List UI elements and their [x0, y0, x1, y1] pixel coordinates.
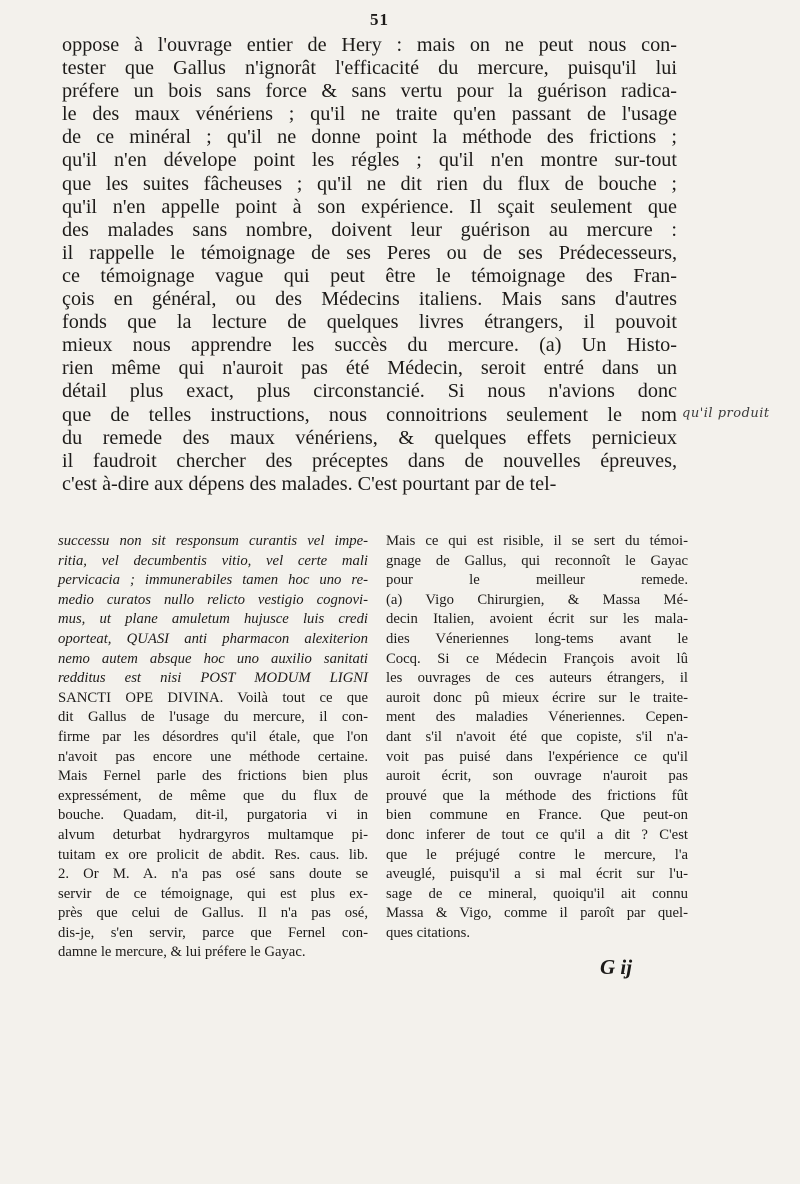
text-line: Mais Fernel parle des frictions bien plus [58, 768, 368, 785]
text-line: ment des maladies Véneriennes. Cepen- [386, 709, 688, 726]
text-line: rien même qui n'auroit pas été Médecin, seroit entré dans un [62, 357, 677, 380]
text-line: ce témoignage vague qui peut être le témoignage des Fran- [62, 264, 677, 287]
text-line: servir de ce témoignage, qui est plus ex- [58, 885, 368, 902]
text-line: il faudroit chercher des préceptes dans de nouvelles épreuves, [62, 449, 677, 472]
text-line: SANCTI OPE DIVINA. Voilà tout ce que [58, 689, 368, 706]
text-line: qu'il n'en dévelope point les régles ; qu'il n'en montre sur-tout [62, 149, 677, 172]
footnote-column-right [386, 532, 688, 943]
text-line: mus, ut plane amuletum hujusce luis credi [58, 611, 368, 628]
text-line: sage de ce mineral, quoiqu'il ait connu [386, 885, 688, 902]
text-line: dies Véneriennes long-tems avant le [386, 630, 688, 647]
text-line: damne le mercure, & lui préfere le Gayac. [58, 944, 306, 961]
text-line: détail plus exact, plus circonstancié. Si nous n'avions donc [62, 380, 677, 403]
text-line: dit Gallus de l'usage du mercure, il con- [58, 709, 368, 726]
text-line: auroit écrit, son ouvrage n'auroit pas [386, 768, 688, 785]
text-line: fonds que la lecture de quelques livres étrangers, il pouvoit [62, 311, 677, 334]
text-line: mieux nous apprendre les succès du mercure. (a) Un Histo- [62, 334, 677, 357]
text-line: prouvé que la méthode des frictions fût [386, 787, 688, 804]
text-line: (a) Vigo Chirurgien, & Massa Mé- [386, 591, 688, 608]
text-line: les ouvrages de ces auteurs étrangers, il [386, 670, 688, 687]
text-line: aveuglé, puisqu'il a si mal écrit sur l'u- [386, 866, 688, 883]
text-line: decin Italien, avoient écrit sur les mala- [386, 611, 688, 628]
text-line: du remede des maux vénériens, & quelques effets pernicieux [62, 426, 677, 449]
text-line: redditus est nisi POST MODUM LIGNI [58, 670, 368, 687]
text-line: de ce minéral ; qu'il ne donne point la méthode des frictions ; [62, 126, 677, 149]
footnotes [0, 532, 800, 972]
text-line: 2. Or M. A. n'a pas osé sans doute se [58, 866, 368, 883]
text-line: Mais ce qui est risible, il se sert du témoi- [386, 533, 688, 549]
text-line: çois en général, ou des Médecins italiens. Mais sans d'autres [62, 288, 677, 311]
signature-mark: G ij [600, 955, 633, 979]
text-line: dis-je, s'en servir, parce que Fernel con- [58, 924, 368, 941]
text-line: tuitam ex ore prolicit de abdit. Res. caus. lib. [58, 846, 368, 863]
footnote-column-left [58, 532, 368, 963]
text-line: c'est à-dire aux dépens des malades. C'est pourtant par de tel- [62, 472, 557, 495]
text-line: voit pas puisé dans l'expérience ce qu'il [386, 748, 688, 765]
text-line: oppose à l'ouvrage entier de Hery : mais on ne peut nous con- [62, 34, 677, 56]
handwritten-margin-note: qu'il produit [682, 406, 770, 421]
text-line: bien commune en France. Que peut-on [386, 807, 688, 824]
text-line: nemo autem absque hoc uno auxilio sanitati [58, 650, 368, 667]
text-line: dant s'il n'avoit été que copiste, s'il n'a- [386, 728, 688, 745]
text-line: gnage de Gallus, qui reconnoît le Gayac [386, 552, 688, 569]
text-line: ques citations. [386, 924, 471, 941]
text-line: pervicacia ; immunerabiles tamen hoc uno re- [58, 572, 368, 589]
text-line: donc inferer de tout ce qu'il a dit ? C'est [386, 826, 688, 843]
text-line: expressément, de même que du flux de [58, 787, 368, 804]
text-line: qu'il n'en appelle point à son expérience. Il sçait seulement que [62, 195, 677, 218]
page-number: 51 [370, 10, 389, 29]
text-line: ritia, vel decumbentis vitio, vel certe mali [58, 552, 368, 569]
text-line: il rappelle le témoignage de ses Peres ou de ses Prédecesseurs, [62, 241, 677, 264]
text-line: medio curatos nullo relicto vestigio cognovi- [58, 591, 368, 608]
text-line: auroit donc pû mieux écrire sur le traite- [386, 689, 688, 706]
text-line: bouche. Quadam, dit-il, purgatoria vi in [58, 807, 368, 824]
text-line: préfere un bois sans force & sans vertu pour la guérison radica- [62, 80, 677, 103]
text-line: Massa & Vigo, comme il paroît par quel- [386, 905, 688, 922]
text-line: que le préjugé contre le mercure, l'a [386, 846, 688, 863]
text-line: alvum deturbat hydrargyros multamque pi- [58, 826, 368, 843]
text-line: que les suites fâcheuses ; qu'il ne dit rien du flux de bouche ; [62, 172, 677, 195]
text-line: oporteat, QUASI anti pharmacon alexiterion [58, 630, 368, 647]
text-line: que de telles instructions, nous connoitrions seulement le nom [62, 403, 677, 426]
text-line: près que celui de Gallus. Il n'a pas osé, [58, 905, 368, 922]
text-line: tester que Gallus n'ignorât l'efficacité du mercure, puisqu'il lui [62, 57, 677, 80]
text-line: le des maux vénériens ; qu'il ne traite qu'en passant de l'usage [62, 103, 677, 126]
text-line: n'avoit pas encore une méthode certaine. [58, 748, 368, 765]
text-line: Cocq. Si ce Médecin François avoit lû [386, 650, 688, 667]
text-line: des malades sans nombre, doivent leur guérison au mercure : [62, 218, 677, 241]
text-line: firme par les désordres qu'il étale, que l'on [58, 728, 368, 745]
text-line: pour le meilleur remede. [386, 572, 688, 589]
main-text-block [62, 34, 677, 496]
text-line: successu non sit responsum curantis vel impe- [58, 533, 368, 549]
